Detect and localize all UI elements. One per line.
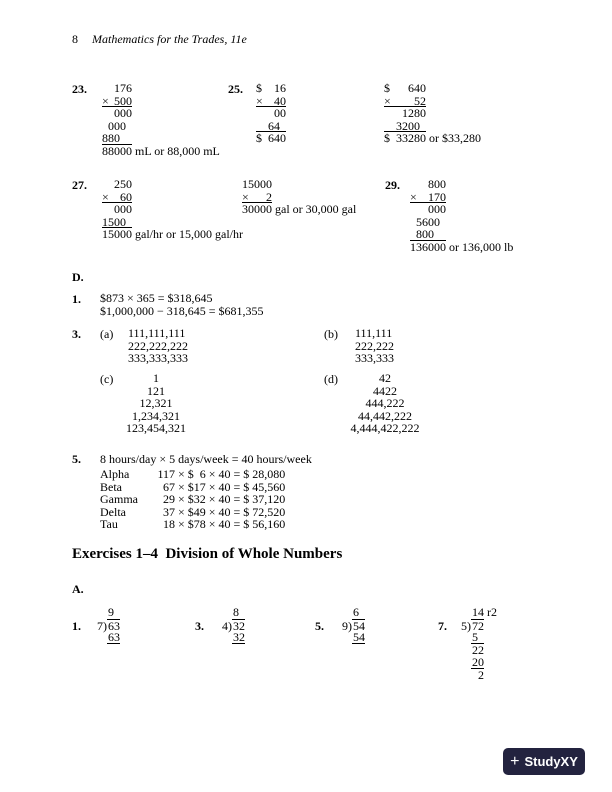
divisor: 5) [461,618,471,633]
product-line: 88000 mL or 88,000 mL [102,143,220,158]
work-line: 54 [353,630,365,644]
problem-number-23: 23. [72,82,87,96]
crew-name: Gamma [100,492,138,506]
crew-count: 37 [163,504,175,519]
partial-product: 64 [256,120,286,133]
value-line: 44,442,222 [358,408,412,423]
value-line: 111,111 [355,326,393,340]
value-line: 333,333,333 [128,351,188,365]
wage-expression: × $ 6 × 40 = $ 28,080 [175,467,286,481]
product-annotation: mL or 88,000 mL [132,143,220,158]
value-line: 1 [153,371,159,385]
partial-product: 1500 [102,216,132,229]
work-line: 32 [233,630,245,644]
crew-name: Alpha [100,467,130,481]
crew-name: Delta [100,504,126,519]
multiplicand-line: 15000 [242,177,272,191]
value-line: 222,222,222 [128,338,188,353]
product-annotation: or $33,280 [426,131,481,145]
work-line: 20 [472,655,484,669]
problem-25-work [256,82,286,145]
divisor: 9) [342,618,352,633]
multiplicand-line: 250 [114,177,132,191]
dividend: 54 [353,618,365,633]
item-1-number: 1. [72,292,81,306]
multiplier-line: × 2 [242,189,272,204]
problem-27-continued-work [242,177,357,216]
partial-product: 3200 [384,120,426,133]
divisor: 4) [222,618,232,633]
division-1-work [97,605,120,644]
division-bracket: ) [467,618,471,633]
value-line: 4422 [373,383,397,398]
wage-row [100,518,285,531]
product-annotation: gal/hr or 15,000 gal/hr [132,227,243,241]
division-3-work [222,605,245,644]
problem-number-27: 27. [72,178,87,192]
crew-count: 67 [163,479,175,494]
wage-expression: × $17 × 40 = $ 45,560 [175,479,286,494]
value-line: 12,321 [139,396,173,410]
multiplier-line: × 52 [384,93,426,108]
dividend: 63 [108,618,120,633]
partial-product: 000 [114,202,132,216]
dollar-sign: $ [256,81,262,95]
work-line: 5 [471,631,484,644]
wage-expression: × $32 × 40 = $ 37,120 [175,492,286,506]
section-a-label: A. [72,582,84,596]
partial-product: 00 [274,106,286,120]
page-number: 8 [72,32,78,46]
product-annotation: gal or 30,000 gal [272,202,357,216]
partial-product: 000 [108,118,126,133]
crew-count: 117 [157,467,175,481]
quotient-line: 6 [353,605,359,619]
wage-expression: × $49 × 40 = $ 72,520 [175,504,286,519]
value-line: 123,454,321 [126,421,186,435]
value-line: 222,222 [355,338,394,353]
times-sign: × [242,189,249,204]
problem-29-work [410,177,514,254]
problem-number-29: 29. [385,178,400,192]
partial-product: 1280 [402,106,426,120]
work-line: 22 [472,642,484,657]
answer-line: $873 × 365 = $318,645 [100,291,213,305]
division-7-work [461,605,497,682]
quotient-line: 14 r2 [472,605,497,619]
value-line: 4,444,422,222 [350,421,420,435]
book-title: Mathematics for the Trades, 11e [92,32,247,46]
remainder: r2 [484,605,497,619]
dividend: 32 [233,618,245,633]
item-5-number: 5. [72,452,81,466]
problem-number-5: 5. [315,619,324,633]
division-5-work [342,605,365,644]
multiplier-line: × 500 [102,93,132,108]
multiplicand-line: 176 [114,81,132,95]
item-3d-label: (d) [324,372,338,386]
problem-number-7: 7. [438,619,447,633]
problem-number-3: 3. [195,619,204,633]
item-3c-label: (c) [100,372,114,386]
multiplicand-line: 800 [428,177,446,191]
studyxy-logo [503,748,585,775]
times-sign: × [256,93,263,108]
times-sign: × [384,93,391,108]
division-bracket: ) [348,618,352,633]
partial-product: 000 [428,202,446,216]
value-line: 42 [379,371,391,385]
problem-25-continued-work [384,81,481,145]
work-line: 2 [478,667,484,682]
dollar-sign: $ [256,131,262,145]
item-3d-values [351,372,420,435]
value-line: 333,333 [355,351,394,365]
quotient-line: 9 [108,605,114,619]
answer-line: $1,000,000 − 318,645 = $681,355 [100,304,264,318]
value-line: 121 [147,383,165,398]
partial-product: 880 [102,132,132,145]
item-3-number: 3. [72,327,81,341]
times-sign: × [410,189,417,204]
partial-product: 5600 [416,214,440,229]
plus-icon: + [510,752,520,770]
partial-product: 800 [410,228,446,241]
product-line: 30000 gal or 30,000 gal [242,202,357,216]
page-header [72,32,247,47]
wage-table [100,468,285,531]
problem-27-work [102,177,243,241]
crew-count: 29 [163,492,175,506]
item-5-intro: 8 hours/day × 5 days/week = 40 hours/week [100,452,312,466]
quotient-line: 8 [233,605,239,619]
value-line: 1,234,321 [132,408,180,423]
crew-count: 18 [163,517,175,531]
item-3a-values [128,327,188,365]
problem-number-25: 25. [228,82,243,96]
wage-expression: × $78 × 40 = $ 56,160 [175,517,286,531]
problem-23-work [102,81,220,158]
item-1-answer [100,292,264,318]
dividend: 72 [472,618,484,633]
times-sign: × [102,93,109,108]
multiplicand-line: $ 16 [256,81,286,95]
divisor: 7) [97,618,107,633]
item-3c-values [126,372,186,435]
item-3b-label: (b) [324,327,338,341]
work-line: 63 [108,630,120,644]
value-line: 111,111,111 [128,326,186,340]
exercises-heading: Exercises 1–4 Division of Whole Numbers [72,546,343,562]
problem-number-1: 1. [72,619,81,633]
dollar-sign: $ [384,81,390,95]
times-sign: × [102,189,109,204]
crew-name: Beta [100,479,122,494]
division-bracket: ) [103,618,107,633]
multiplier-line: × 60 [102,189,132,204]
partial-product: 000 [114,106,132,120]
product-line: 15000 gal/hr or 15,000 gal/hr [102,227,243,241]
product-line: 136000 or 136,000 lb [410,239,514,254]
crew-name: Tau [100,517,118,531]
brand-name: StudyXY [524,754,578,769]
section-d-label: D. [72,270,84,284]
multiplicand-line: $ 640 [384,81,426,95]
multiplier-line: × 40 [256,93,286,108]
item-3a-label: (a) [100,327,114,341]
product-annotation: or 136,000 lb [446,239,514,254]
dollar-sign: $ [384,131,390,145]
product-line: $ 33280 or $33,280 [384,131,481,145]
value-line: 444,222 [365,396,405,410]
item-3b-values [355,327,394,365]
product-line: $ 640 [256,131,286,145]
multiplier-line: × 170 [410,189,446,204]
division-bracket: ) [228,618,232,633]
